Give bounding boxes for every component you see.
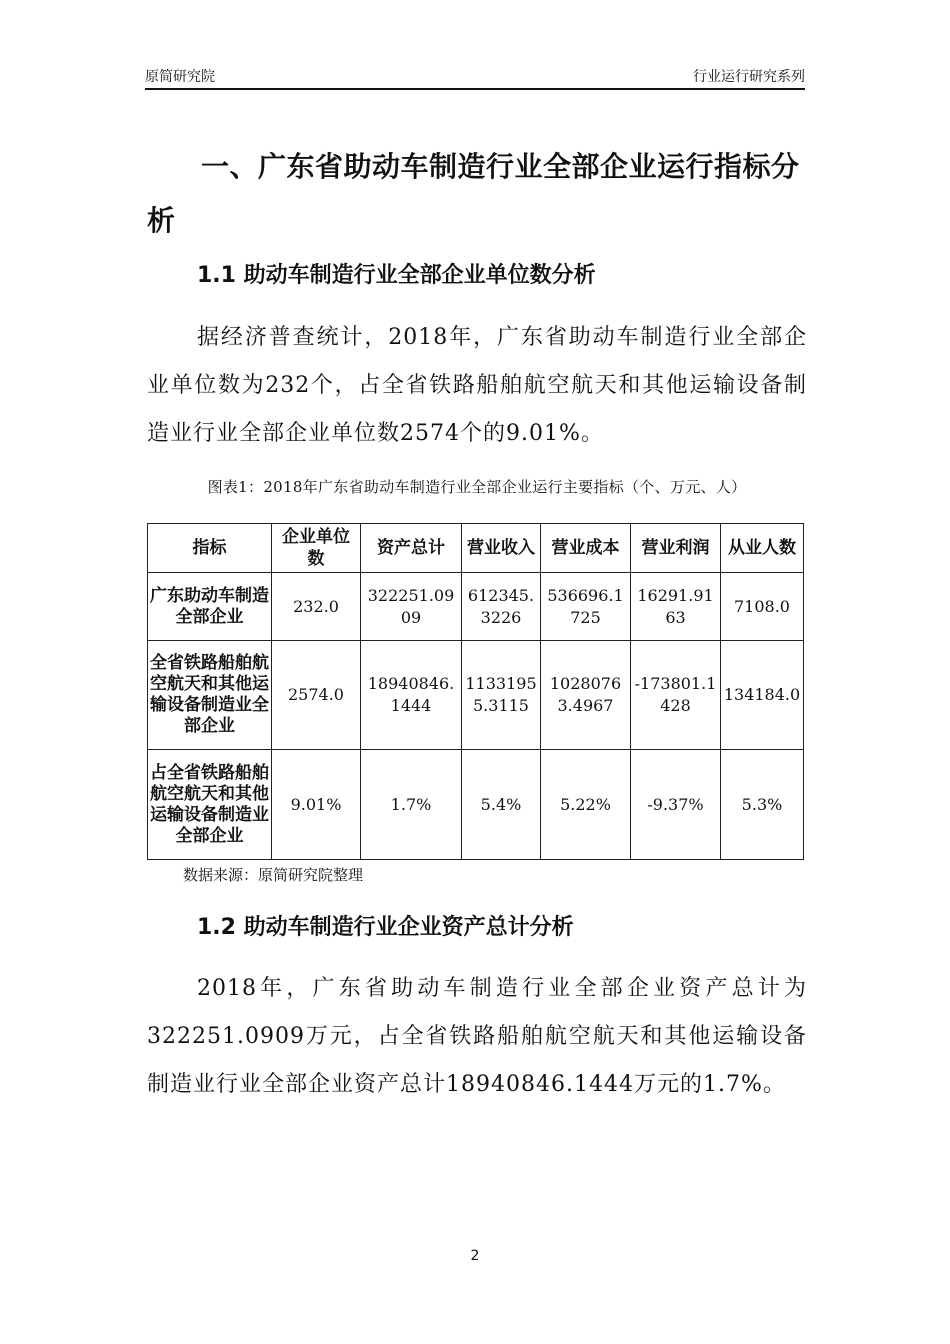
col-header-employees: 从业人数	[721, 524, 804, 573]
cell-profit: -173801.1428	[631, 641, 721, 750]
cell-unit-count: 2574.0	[272, 641, 361, 750]
table-row	[148, 573, 804, 641]
table-caption: 图表1：2018年广东省助动车制造行业全部企业运行主要指标（个、万元、人）	[207, 478, 747, 496]
table-header-row	[148, 524, 804, 573]
section-1-2-paragraph: 2018年，广东省助动车制造行业全部企业资产总计为322251.0909万元，占全省铁路船舶航空航天和其他运输设备制造业行业全部企业资产总计18940846.1444万元的1.7%。	[147, 976, 807, 1097]
cell-total-assets: 322251.0909	[361, 573, 462, 641]
col-header-profit: 营业利润	[631, 524, 721, 573]
page-header	[145, 66, 805, 88]
header-series-name: 行业运行研究系列	[693, 69, 805, 85]
cell-employees: 5.3%	[721, 750, 804, 860]
cell-profit: -9.37%	[631, 750, 721, 860]
section-1-1-title: 1.1 助动车制造行业全部企业单位数分析	[197, 263, 596, 288]
row-label: 全省铁路船舶航空航天和其他运输设备制造业全部企业	[148, 641, 272, 750]
header-divider	[145, 88, 805, 90]
table-source-note: 数据来源：原简研究院整理	[183, 866, 364, 884]
cell-revenue: 5.4%	[462, 750, 541, 860]
section-1-1-paragraph: 据经济普查统计，2018年，广东省助动车制造行业全部企业单位数为232个，占全省铁路船舶航空航天和其他运输设备制造业行业全部企业单位数2574个的9.01%。	[147, 325, 807, 446]
cell-employees: 7108.0	[721, 573, 804, 641]
col-header-unit-count: 企业单位数	[272, 524, 361, 573]
indicators-table	[147, 523, 804, 860]
header-org-name: 原简研究院	[145, 69, 215, 85]
cell-revenue: 612345.3226	[462, 573, 541, 641]
cell-total-assets: 18940846.1444	[361, 641, 462, 750]
section-1-title: 一、广东省助动车制造行业全部企业运行指标分析	[147, 150, 800, 237]
cell-cost: 10280763.4967	[541, 641, 631, 750]
col-header-total-assets: 资产总计	[361, 524, 462, 573]
page-number: 2	[470, 1248, 480, 1264]
cell-employees: 134184.0	[721, 641, 804, 750]
cell-unit-count: 9.01%	[272, 750, 361, 860]
cell-profit: 16291.9163	[631, 573, 721, 641]
col-header-indicator: 指标	[148, 524, 272, 573]
table-row	[148, 641, 804, 750]
col-header-cost: 营业成本	[541, 524, 631, 573]
cell-total-assets: 1.7%	[361, 750, 462, 860]
cell-cost: 5.22%	[541, 750, 631, 860]
cell-cost: 536696.1725	[541, 573, 631, 641]
section-1-2-title: 1.2 助动车制造行业企业资产总计分析	[197, 915, 574, 940]
table-row	[148, 750, 804, 860]
cell-revenue: 11331955.3115	[462, 641, 541, 750]
col-header-revenue: 营业收入	[462, 524, 541, 573]
row-label: 广东助动车制造全部企业	[148, 573, 272, 641]
cell-unit-count: 232.0	[272, 573, 361, 641]
row-label: 占全省铁路船舶航空航天和其他运输设备制造业全部企业	[148, 750, 272, 860]
